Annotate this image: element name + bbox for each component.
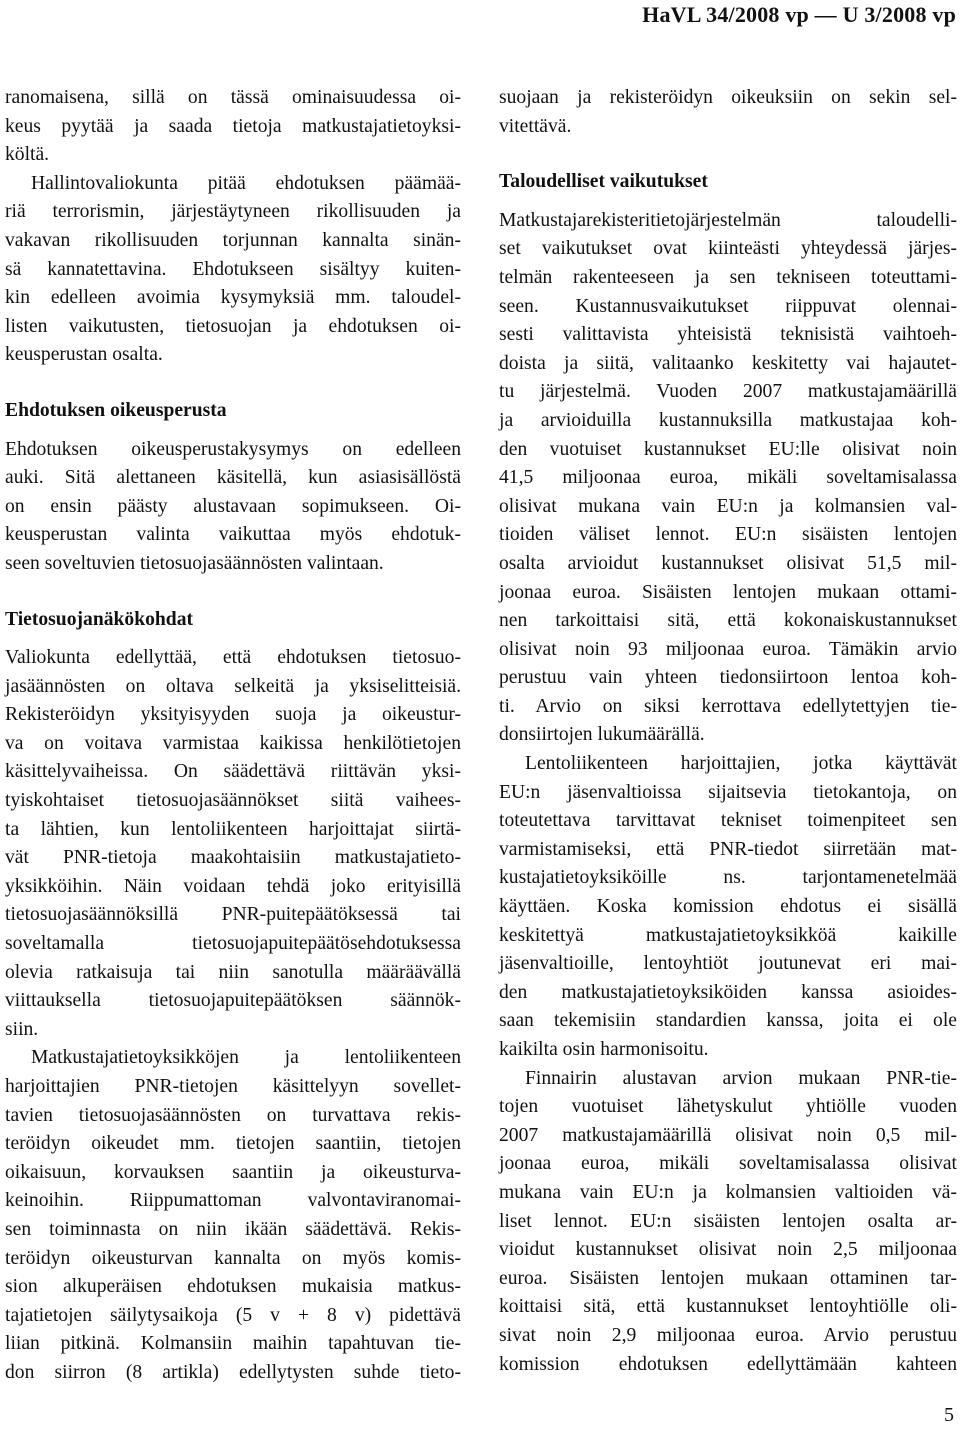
paragraph <box>5 1044 461 1387</box>
text-line: vitettävä. <box>499 115 572 137</box>
text-line: seen soveltuvien tietosuojasäännösten valintaan. <box>5 552 384 574</box>
text-line: varmistamiseksi, että PNR-tiedot siirretään mat- <box>499 838 957 860</box>
text-line: mukana vain EU:n ja kolmansien valtioiden vä- <box>499 1181 957 1203</box>
text-line: sä kannatettavina. Ehdotukseen sisältyy kuiten- <box>5 258 461 280</box>
text-line: on ensin päästy alustavaan sopimukseen. Oi- <box>5 495 461 517</box>
text-line: kustajatietoyksiköille ns. tarjontamenetelmää <box>499 867 957 889</box>
text-line: joonaa euroa. Sisäisten lentojen mukaan ottami- <box>499 581 957 603</box>
text-line: tyiskohtaiset tietosuojasäännökset siitä vaihees- <box>5 790 461 812</box>
text-line: ta lähtien, kun lentoliikenteen harjoittajat siirtä- <box>5 818 461 840</box>
text-line: tu järjestelmä. Vuoden 2007 matkustajamäärillä <box>499 381 957 403</box>
paragraph <box>499 84 957 141</box>
page-number: 5 <box>944 1404 954 1426</box>
text-line: nen tarkoittaisi sitä, että kokonaiskustannukset <box>499 610 957 632</box>
text-line: keus pyytää ja saada tietoja matkustajatietoyksi- <box>5 115 461 137</box>
paragraph <box>5 436 461 579</box>
text-line: ranomaisena, sillä on tässä ominaisuudessa oi- <box>5 87 461 108</box>
text-line: tojen vuotuiset lähetyskulut yhtiölle vuoden <box>499 1096 957 1118</box>
paragraph <box>5 170 461 370</box>
text-line: költä. <box>5 144 50 166</box>
text-line: vioidut kustannukset olisivat noin 2,5 miljoonaa <box>499 1239 957 1261</box>
text-line: oikaisuun, korvauksen saantiin ja oikeusturva- <box>5 1161 461 1183</box>
text-line: koittaisi sitä, että kustannukset lentoyhtiölle oli- <box>499 1296 957 1318</box>
text-line: don siirron (8 artikla) edellytysten suhde tieto- <box>5 1361 461 1383</box>
text-line: keusperustan valinta vaikuttaa myös ehdotuk- <box>5 524 461 546</box>
text-line: kaikilta osin harmonisoitu. <box>499 1039 709 1060</box>
text-line: euroa. Sisäisten lentojen mukaan ottaminen tar- <box>499 1267 957 1289</box>
text-line: tavien tietosuojasäännösten on turvattava rekis- <box>5 1104 461 1126</box>
text-line: set vaikutukset ovat kiinteästi yhteydessä järjes- <box>499 238 957 260</box>
text-line: Ehdotuksen oikeusperustakysymys on edelleen <box>5 438 461 460</box>
text-line: suojaan ja rekisteröidyn oikeuksiin on sekin sel- <box>499 87 957 108</box>
section-heading: Ehdotuksen oikeusperusta <box>5 399 227 421</box>
text-line: sesti valittavista yhteisistä teknisistä vaihtoeh- <box>499 324 957 346</box>
left-column <box>5 84 461 1388</box>
text-line: soveltamalla tietosuojapuitepäätösehdotuksessa <box>5 933 461 955</box>
text-line: olisivat mukana vain EU:n ja kolmansien val- <box>499 495 957 517</box>
text-line: EU:n jäsenvaltioissa sijaitsevia tietokantoja, on <box>499 781 957 803</box>
paragraph <box>5 644 461 1044</box>
text-line: olevia ratkaisuja tai niin sanotulla määräävällä <box>5 961 461 983</box>
text-line: jäsenvaltioille, lentoyhtiöt joutunevat eri mai- <box>499 953 957 975</box>
text-line: siin. <box>5 1018 39 1040</box>
running-header: HaVL 34/2008 vp — U 3/2008 vp <box>642 2 956 27</box>
section-heading: Taloudelliset vaikutukset <box>499 171 708 193</box>
text-line: vakavan rikollisuuden torjunnan kannalta sinän- <box>5 229 461 251</box>
text-line: den vuotuiset kustannukset EU:lle olisivat noin <box>499 438 957 460</box>
text-line: Matkustajarekisteritietojärjestelmän taloudelli- <box>499 209 957 231</box>
text-line: perustuu vain yhteen tiedonsiirtoon lentoa koh- <box>499 667 957 689</box>
text-line: auki. Sitä alettaneen käsitellä, kun asiasisällöstä <box>5 467 461 489</box>
text-line: Matkustajatietoyksikköjen ja lentoliikenteen <box>31 1047 461 1069</box>
text-line: donsiirtojen lukumäärällä. <box>499 724 705 746</box>
text-line: teröidyn oikeudet mm. tietojen saantiin, tietojen <box>5 1133 461 1155</box>
text-line: tietosuojasäännöksillä PNR-puitepäätöksessä tai <box>5 904 461 926</box>
text-line: riä terrorismin, järjestäytyneen rikollisuuden ja <box>5 201 461 223</box>
text-line: Rekisteröidyn yksityisyyden suoja ja oikeustur- <box>5 704 461 726</box>
text-line: sen toiminnasta on niin ikään säädettävä. Rekis- <box>5 1218 461 1240</box>
text-line: joonaa euroa, mikäli soveltamisalassa olisivat <box>499 1153 957 1175</box>
text-line: seen. Kustannusvaikutukset riippuvat olennai- <box>499 295 957 317</box>
text-line: sivat noin 2,9 miljoonaa euroa. Arvio perustuu <box>499 1324 957 1346</box>
text-line: den matkustajatietoyksiköiden kanssa asioides- <box>499 981 957 1003</box>
text-line: vät PNR-tietoja maakohtaisiin matkustajatieto- <box>5 847 461 869</box>
text-line: 41,5 miljoonaa euroa, mikäli soveltamisalassa <box>499 467 957 489</box>
text-line: viittauksella tietosuojapuitepäätöksen säännök- <box>5 990 461 1012</box>
text-line: va on voitava varmistaa kaikissa henkilötietojen <box>5 732 461 754</box>
paragraph <box>499 207 957 750</box>
text-line: keinoihin. Riippumattoman valvontaviranomai- <box>5 1190 461 1212</box>
text-line: jasäännösten on oltava selkeitä ja yksiselitteisiä. <box>5 675 461 697</box>
text-line: keusperustan osalta. <box>5 344 163 366</box>
text-line: tioiden väliset lennot. EU:n sisäisten lentojen <box>499 524 957 546</box>
text-line: osalta arvioidut kustannukset olisivat 51,5 mil- <box>499 552 957 574</box>
text-line: Finnairin alustavan arvion mukaan PNR-tie- <box>525 1067 957 1089</box>
text-line: doista ja siitä, valitaanko keskitetty vai hajautet- <box>499 352 957 374</box>
text-line: ja arvioiduilla kustannuksilla matkustajaa koh- <box>499 409 957 431</box>
text-line: käyttäen. Koska komission ehdotus ei sisällä <box>499 896 957 918</box>
text-line: käsittelyvaiheissa. On säädettävä riittävän yksi- <box>5 761 461 783</box>
text-line: liian pitkinä. Kolmansiin maihin tapahtuvan tie- <box>5 1333 461 1355</box>
text-line: kin edelleen avoimia kysymyksiä mm. taloudel- <box>5 287 461 309</box>
paragraph <box>499 750 957 1065</box>
text-line: harjoittajien PNR-tietojen käsittelyyn sovellet- <box>5 1076 461 1097</box>
text-line: tajatietojen säilytysaikoja (5 v + 8 v) pidettävä <box>5 1304 461 1326</box>
text-line: Hallintovaliokunta pitää ehdotuksen päämää- <box>31 172 461 194</box>
text-line: Valiokunta edellyttää, että ehdotuksen tietosuo- <box>5 647 461 669</box>
text-line: yksikköihin. Näin voidaan tehdä joko erityisillä <box>5 875 461 897</box>
section-heading: Tietosuojanäkökohdat <box>5 608 194 630</box>
text-line: olisivat noin 93 miljoonaa euroa. Tämäkin arvio <box>499 638 957 660</box>
text-line: sion alkuperäisen ehdotuksen mukaisia matkus- <box>5 1276 461 1298</box>
text-line: listen vaikutusten, tietosuojan ja ehdotuksen oi- <box>5 315 461 337</box>
paragraph <box>5 84 461 170</box>
text-line: liset lennot. EU:n sisäisten lentojen osalta ar- <box>499 1210 957 1232</box>
text-line: Lentoliikenteen harjoittajien, jotka käyttävät <box>525 753 957 775</box>
text-line: telmän rakenteeseen ja sen tekniseen toteuttami- <box>499 266 957 288</box>
text-line: keskitettyä matkustajatietoyksikköä kaikille <box>499 924 957 946</box>
text-line: komission ehdotuksen edellyttämään kahteen <box>499 1353 957 1375</box>
right-column <box>499 84 957 1379</box>
paragraph <box>499 1065 957 1380</box>
text-line: ti. Arvio on siksi kerrottava edellytettyjen tie- <box>499 695 957 717</box>
text-line: teröidyn oikeusturvan kannalta on myös komis- <box>5 1247 461 1269</box>
text-line: 2007 matkustajamäärillä olisivat noin 0,5 mil- <box>499 1124 957 1146</box>
text-line: saan tekemisiin standardien kanssa, joita ei ole <box>499 1010 957 1032</box>
text-line: toteutettava tarvittavat tekniset toimenpiteet sen <box>499 810 957 832</box>
